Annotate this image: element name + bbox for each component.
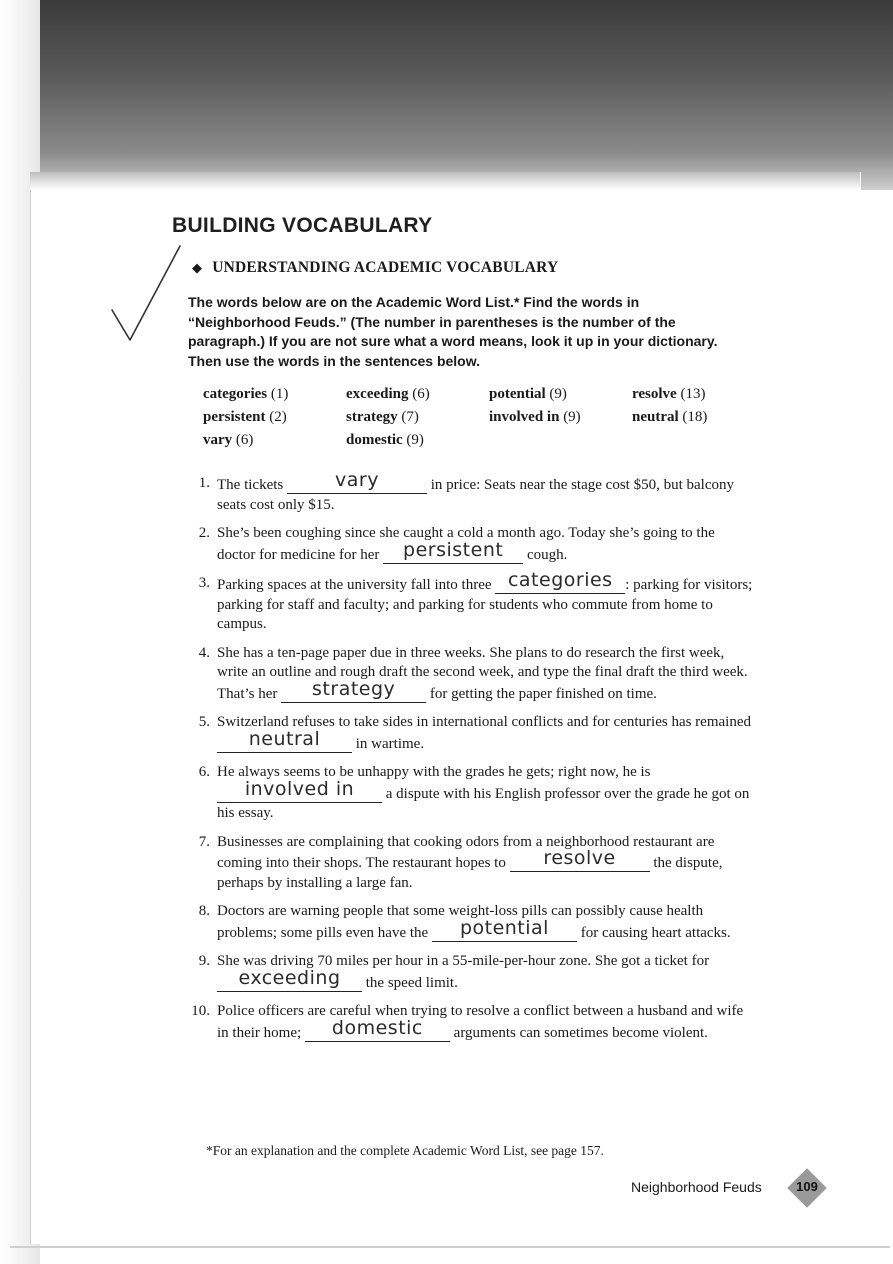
handwritten-answer: domestic <box>331 1016 423 1039</box>
page-number-badge <box>788 1169 826 1207</box>
sentence-text-before: She’s been coughing since she caught a cold a month ago. Today she’s going to the doctor for medicine for her <box>217 525 715 563</box>
word-list-word: involved in <box>489 409 560 425</box>
word-list-word: neutral <box>632 409 679 425</box>
sentence-text-after: for getting the paper finished on time. <box>429 685 657 702</box>
sentence-text-before: Switzerland refuses to take sides in international conflicts and for centuries has remained <box>217 714 751 730</box>
sentence-item <box>196 902 756 943</box>
answer-blank[interactable] <box>432 916 577 942</box>
word-list-paragraph: (9) <box>549 386 567 402</box>
page-bottom-edge <box>10 1246 890 1248</box>
sentence-item <box>196 469 756 515</box>
word-list-word: vary <box>203 432 233 448</box>
diamond-bullet-icon: ◆ <box>192 260 203 275</box>
answer-blank[interactable] <box>495 569 625 594</box>
handwritten-answer: resolve <box>543 847 616 869</box>
sentence-item <box>196 524 756 565</box>
handwritten-checkmark-icon <box>108 240 188 350</box>
answer-blank[interactable] <box>217 966 362 992</box>
footnote: *For an explanation and the complete Academic Word List, see page 157. <box>206 1143 604 1158</box>
sentence-text-after: in wartime. <box>355 735 425 752</box>
sentence-item <box>196 569 756 635</box>
word-list-word: resolve <box>632 386 677 402</box>
sentence-number: 2. <box>198 525 210 541</box>
word-list-item <box>632 407 762 428</box>
word-list-item <box>632 384 762 405</box>
page-number: 109 <box>796 1179 818 1194</box>
answer-blank[interactable] <box>383 538 523 564</box>
word-list-paragraph: (6) <box>412 386 430 402</box>
handwritten-answer: exceeding <box>238 966 341 989</box>
sentence-item <box>196 833 756 894</box>
sentence-text-after: in price: Seats near the stage cost $50, but balcony seats cost only $15. <box>217 477 734 513</box>
answer-blank[interactable] <box>217 727 352 753</box>
sentence-list <box>191 469 756 1052</box>
sentence-number: 10. <box>191 1003 210 1019</box>
sentence-number: 3. <box>198 575 210 591</box>
subsection-heading <box>192 259 558 277</box>
handwritten-answer: categories <box>507 569 613 591</box>
word-list-item <box>203 384 346 405</box>
word-list-word: potential <box>489 386 546 402</box>
sentence-number: 4. <box>198 644 210 661</box>
sentence-number: 7. <box>198 833 210 850</box>
word-list-paragraph: (1) <box>270 386 289 402</box>
answer-blank[interactable] <box>510 847 650 872</box>
sentence-text-before: She was driving 70 miles per hour in a 55-mile-per-hour zone. She got a ticket for <box>217 953 710 969</box>
sentence-item <box>196 644 756 705</box>
word-list-word: persistent <box>203 409 266 425</box>
sentence-text-before: Police officers are careful when trying to resolve a conflict between a husband and wife in their home; <box>217 1003 744 1041</box>
handwritten-answer: strategy <box>312 677 396 700</box>
handwritten-answer: potential <box>459 916 549 939</box>
handwritten-answer: involved in <box>244 777 355 800</box>
scan-shadow-top <box>0 0 893 190</box>
word-list-item <box>203 407 346 428</box>
handwritten-answer: persistent <box>403 538 504 561</box>
word-list-paragraph: (18) <box>682 409 708 425</box>
word-list-paragraph: (2) <box>269 409 287 425</box>
word-list-paragraph: (9) <box>563 409 581 425</box>
sentence-number: 1. <box>198 475 210 491</box>
sentence-text-after: a dispute with his English professor over the grade he got on his essay. <box>217 785 750 821</box>
answer-blank[interactable] <box>305 1016 450 1042</box>
sentence-text-after: the speed limit. <box>365 974 458 991</box>
word-list-paragraph: (7) <box>401 409 419 425</box>
word-list-word: domestic <box>346 432 403 448</box>
word-list-item <box>346 430 489 451</box>
handwritten-answer: vary <box>335 469 379 491</box>
page-fold-shadow <box>30 172 860 190</box>
sentence-text-before: Businesses are complaining that cooking odors from a neighborhood restaurant are coming into their shops. The restaurant hopes to <box>217 833 715 871</box>
sentence-text-after: for causing heart attacks. <box>580 924 731 941</box>
sentence-text-after: cough. <box>526 546 568 563</box>
word-list-item <box>203 430 346 451</box>
sentence-item <box>196 763 756 824</box>
sentence-number: 8. <box>198 903 210 919</box>
sentence-text-before: He always seems to be unhappy with the grades he gets; right now, he is <box>217 764 651 780</box>
answer-blank[interactable] <box>217 777 382 803</box>
answer-blank[interactable] <box>281 677 426 703</box>
word-list-paragraph: (6) <box>235 432 254 448</box>
instructions: The words below are on the Academic Word List.* Find the words in “Neighborhood Feuds.” (The number in parentheses is the number of the paragraph.) If you are not sure what a word means, look it up in your dictionary. Then use the words in the sentences below. <box>188 294 718 369</box>
running-footer: Neighborhood Feuds <box>631 1179 762 1195</box>
word-list <box>203 384 763 451</box>
sentence-number: 6. <box>198 764 210 780</box>
sentence-text-before: The tickets <box>217 477 284 493</box>
sentence-item <box>196 713 756 754</box>
word-list-paragraph: (9) <box>406 432 424 448</box>
word-list-word: strategy <box>346 409 398 425</box>
sentence-item <box>191 1002 756 1043</box>
handwritten-answer: neutral <box>248 727 321 750</box>
word-list-word: categories <box>203 386 268 402</box>
word-list-item <box>489 407 632 428</box>
sentence-number: 9. <box>198 953 210 969</box>
sentence-text-after: arguments can sometimes become violent. <box>453 1024 708 1041</box>
sentence-text-before: Parking spaces at the university fall into three <box>217 577 492 593</box>
sentence-text-after: the dispute, perhaps by installing a large fan. <box>217 855 723 891</box>
sentence-text-before: Doctors are warning people that some weight-loss pills can possibly cause health problems; some pills even have the <box>217 903 704 941</box>
sentence-text-after: : parking for visitors; parking for staff and faculty; and parking for students who commute from home to campus. <box>217 577 753 632</box>
word-list-word: exceeding <box>346 386 409 402</box>
word-list-item <box>346 384 489 405</box>
word-list-paragraph: (13) <box>680 386 706 402</box>
subsection-title: UNDERSTANDING ACADEMIC VOCABULARY <box>212 259 559 276</box>
sentence-item <box>196 952 756 993</box>
answer-blank[interactable] <box>287 469 427 494</box>
section-title: BUILDING VOCABULARY <box>172 214 433 237</box>
word-list-item <box>489 384 632 405</box>
sentence-text-before: She has a ten-page paper due in three weeks. She plans to do research the first week, write an outline and rough draft the second week, and type the final draft the third week. That’s her <box>217 644 748 702</box>
word-list-item <box>346 407 489 428</box>
sentence-number: 5. <box>198 714 210 730</box>
